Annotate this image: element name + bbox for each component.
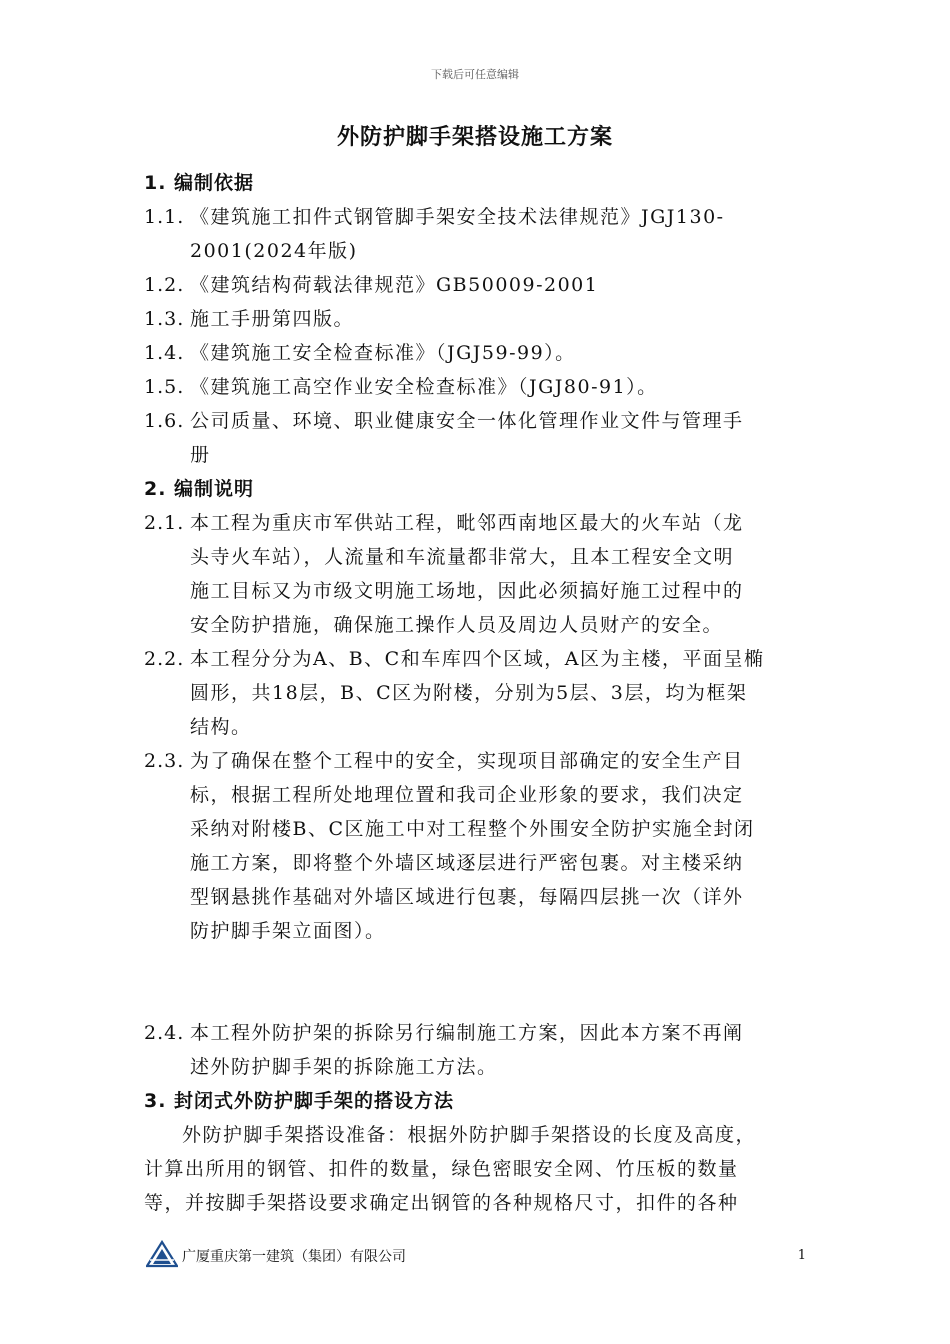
item-text: 《建筑结构荷载法律规范》GB50009-2001 [190, 274, 599, 296]
item-number: 1.2. [144, 274, 185, 296]
list-item [144, 506, 804, 540]
page-footer [146, 1240, 806, 1270]
list-item [144, 370, 804, 404]
document-body [144, 166, 804, 1220]
item-text: 《建筑施工扣件式钢管脚手架安全技术法律规范》JGJ130- [190, 206, 725, 228]
item-text-continued: 采纳对附楼B、C区施工中对工程整个外围安全防护实施全封闭 [190, 818, 755, 840]
list-item [144, 744, 804, 778]
page-number: 1 [797, 1248, 806, 1263]
document-title: 外防护脚手架搭设施工方案 [336, 125, 613, 150]
item-number: 2.3. [144, 750, 185, 772]
list-item [144, 336, 804, 370]
list-item [144, 200, 804, 234]
item-number: 2.4. [144, 1022, 185, 1044]
item-text-continued: 圆形，共18层，B、C区为附楼，分别为5层、3层，均为框架 [190, 682, 748, 704]
item-text-continued: 施工目标又为市级文明施工场地，因此必须搞好施工过程中的 [190, 580, 744, 602]
item-text: 本工程为重庆市军供站工程，毗邻西南地区最大的火车站（龙 [190, 512, 744, 534]
item-text: 施工手册第四版。 [190, 308, 355, 330]
item-number: 1.4. [144, 342, 185, 364]
item-number: 2.2. [144, 648, 185, 670]
item-text-continued: 标，根据工程所处地理位置和我司企业形象的要求，我们决定 [190, 784, 744, 806]
item-text: 本工程分分为A、B、C和车库四个区域，A区为主楼，平面呈椭 [190, 648, 765, 670]
item-text-continued: 头寺火车站），人流量和车流量都非常大，且本工程安全文明 [190, 546, 735, 568]
item-text: 《建筑施工安全检查标准》（JGJ59-99）。 [190, 342, 576, 364]
item-text-continued: 结构。 [190, 716, 252, 738]
item-text: 本工程外防护架的拆除另行编制施工方案，因此本方案不再阐 [190, 1022, 744, 1044]
item-number: 1.1. [144, 206, 185, 228]
item-text-continued: 述外防护脚手架的拆除施工方法。 [190, 1056, 498, 1078]
list-item [144, 1016, 804, 1050]
header-note: 下载后可任意编辑 [431, 68, 519, 81]
item-text-continued: 防护脚手架立面图）。 [190, 920, 386, 942]
item-text-continued: 册 [190, 444, 211, 466]
section-heading: 2. 编制说明 [144, 478, 255, 500]
list-item [144, 268, 804, 302]
list-item [144, 642, 804, 676]
list-item [144, 404, 804, 438]
item-text-continued: 施工方案，即将整个外墙区域逐层进行严密包裹。对主楼采纳 [190, 852, 744, 874]
section-heading: 3. 封闭式外防护脚手架的搭设方法 [144, 1090, 455, 1112]
paragraph-line: 等，并按脚手架搭设要求确定出钢管的各种规格尺寸，扣件的各种 [144, 1192, 739, 1214]
item-text-continued: 安全防护措施，确保施工操作人员及周边人员财产的安全。 [190, 614, 724, 636]
item-number: 1.3. [144, 308, 185, 330]
item-text-continued: 型钢悬挑作基础对外墙区域进行包裹，每隔四层挑一次（详外 [190, 886, 744, 908]
item-number: 2.1. [144, 512, 185, 534]
blank-space [144, 982, 804, 1016]
company-logo-icon [146, 1240, 178, 1268]
item-number: 1.6. [144, 410, 185, 432]
paragraph-line: 计算出所用的钢管、扣件的数量，绿色密眼安全网、竹压板的数量 [144, 1158, 739, 1180]
company-name: 广厦重庆第一建筑（集团）有限公司 [182, 1249, 406, 1265]
item-text-continued: 2001(2024年版) [190, 240, 358, 262]
blank-space [144, 948, 804, 982]
paragraph-line: 外防护脚手架搭设准备：根据外防护脚手架搭设的长度及高度， [182, 1124, 757, 1146]
list-item [144, 302, 804, 336]
item-text: 为了确保在整个工程中的安全，实现项目部确定的安全生产目 [190, 750, 744, 772]
item-number: 1.5. [144, 376, 185, 398]
item-text: 《建筑施工高空作业安全检查标准》（JGJ80-91）。 [190, 376, 658, 398]
item-text: 公司质量、环境、职业健康安全一体化管理作业文件与管理手 [190, 410, 744, 432]
section-heading: 1. 编制依据 [144, 172, 255, 194]
